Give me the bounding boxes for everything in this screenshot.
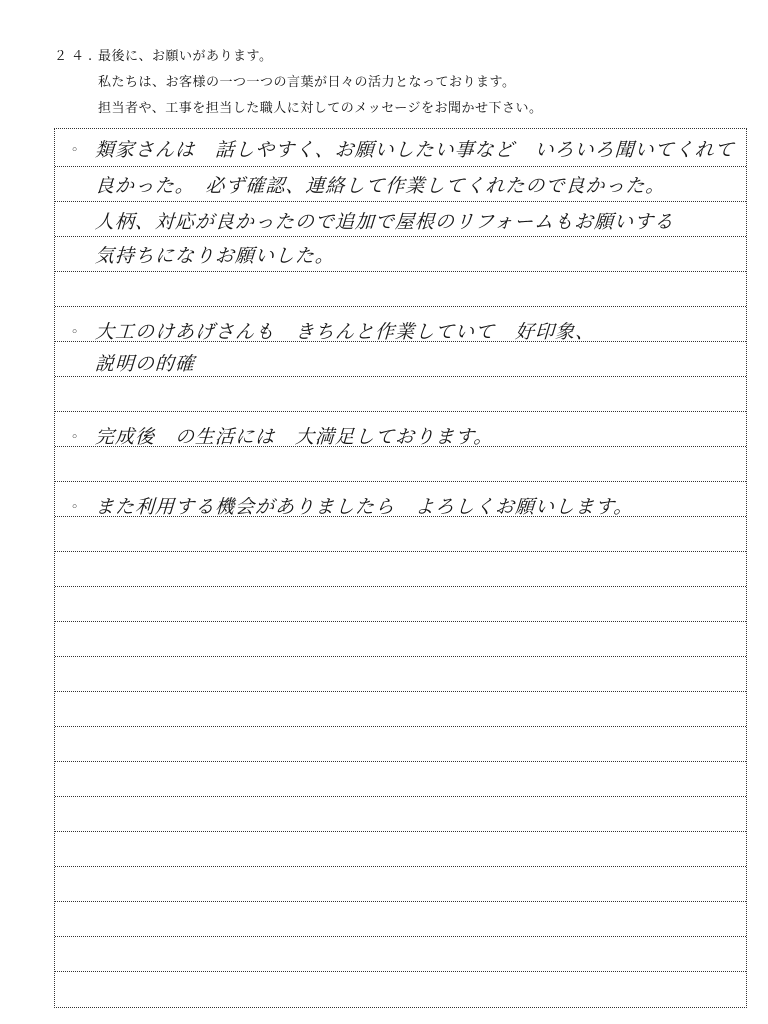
handwritten-line bbox=[54, 209, 674, 235]
ruled-line bbox=[55, 656, 746, 657]
ruled-line bbox=[55, 726, 746, 727]
ruled-line bbox=[55, 411, 746, 412]
handwritten-line bbox=[54, 137, 735, 164]
ruled-line bbox=[55, 796, 746, 797]
question-header bbox=[54, 44, 754, 122]
question-text-line-2: 担当者や、工事を担当した職人に対してのメッセージをお聞かせ下さい。 bbox=[98, 101, 543, 116]
handwritten-text: 気持ちになりお願いした。 bbox=[94, 245, 336, 267]
bullet-icon: ◦ bbox=[70, 499, 80, 515]
ruled-line bbox=[55, 936, 746, 937]
ruled-line bbox=[55, 236, 746, 237]
handwritten-line bbox=[54, 351, 195, 377]
question-title: 最後に、お願いがあります。 bbox=[98, 49, 273, 64]
handwritten-line bbox=[54, 319, 595, 346]
ruled-line bbox=[55, 166, 746, 167]
ruled-line bbox=[55, 306, 746, 307]
handwritten-text: 説明の的確 bbox=[94, 353, 196, 375]
answer-sheet bbox=[54, 128, 747, 1008]
handwritten-text: 大工のけあげさんも きちんと作業していて 好印象、 bbox=[94, 321, 596, 343]
ruled-line bbox=[55, 831, 746, 832]
handwritten-line bbox=[54, 424, 494, 451]
ruled-line bbox=[55, 586, 746, 587]
ruled-line bbox=[55, 621, 746, 622]
handwritten-text: 人柄、対応が良かったので追加で屋根のリフォームもお願いする bbox=[94, 211, 675, 233]
handwritten-line bbox=[54, 494, 634, 521]
ruled-line bbox=[55, 901, 746, 902]
ruled-line bbox=[55, 481, 746, 482]
ruled-line bbox=[55, 201, 746, 202]
question-title-line bbox=[54, 44, 754, 70]
handwritten-line bbox=[54, 173, 666, 199]
handwritten-text: また利用する機会がありましたら よろしくお願いします。 bbox=[94, 496, 635, 518]
bullet-icon: ◦ bbox=[70, 429, 80, 445]
bullet-icon: ◦ bbox=[70, 142, 80, 158]
ruled-line bbox=[55, 761, 746, 762]
question-text-line-1: 私たちは、お客様の一つ一つの言葉が日々の活力となっております。 bbox=[98, 75, 516, 90]
ruled-line bbox=[55, 551, 746, 552]
question-number: ２４. bbox=[54, 49, 97, 64]
ruled-line bbox=[55, 971, 746, 972]
handwritten-text: 良かった。 必ず確認、連絡して作業してくれたので良かった。 bbox=[94, 175, 667, 197]
ruled-line bbox=[55, 866, 746, 867]
handwritten-text: 類家さんは 話しやすく、お願いしたい事など いろいろ聞いてくれて bbox=[94, 139, 736, 161]
ruled-line bbox=[55, 271, 746, 272]
handwritten-text: 完成後 の生活には 大満足しております。 bbox=[94, 426, 495, 448]
bullet-icon: ◦ bbox=[70, 324, 80, 340]
ruled-line bbox=[55, 691, 746, 692]
handwritten-line bbox=[54, 243, 335, 269]
